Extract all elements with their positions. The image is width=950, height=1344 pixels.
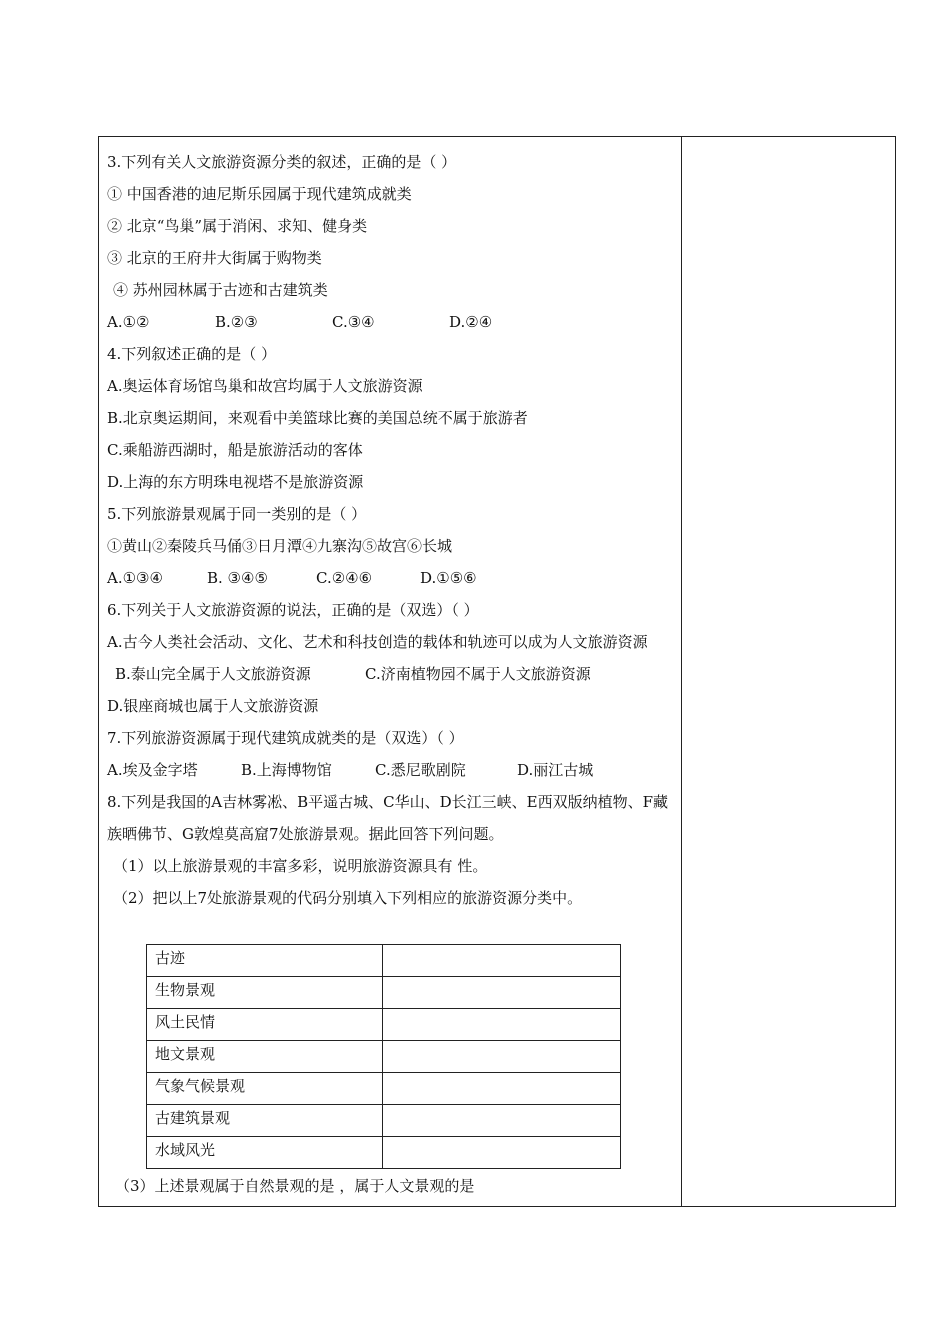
column-divider <box>681 136 682 1207</box>
q8-part-2: （2）把以上7处旅游景观的代码分别填入下列相应的旅游资源分类中。 <box>113 889 583 907</box>
q3-item-3: ③ 北京的王府井大街属于购物类 <box>107 249 322 267</box>
category-cell: 风土民情 <box>147 1009 383 1041</box>
answer-cell[interactable] <box>383 1041 621 1073</box>
q7-option-c: C.悉尼歌剧院 <box>375 761 466 779</box>
category-cell: 古迹 <box>147 945 383 977</box>
q3-option-c: C.③④ <box>332 313 375 331</box>
q5-option-c: C.②④⑥ <box>316 569 373 587</box>
category-cell: 古建筑景观 <box>147 1105 383 1137</box>
q3-stem: 3.下列有关人文旅游资源分类的叙述，正确的是（ ） <box>107 153 457 171</box>
table-row <box>147 945 621 977</box>
q7-option-d: D.丽江古城 <box>517 761 594 779</box>
classification-table <box>146 944 621 1169</box>
q6-stem: 6.下列关于人文旅游资源的说法，正确的是（双选）（ ） <box>107 601 479 619</box>
q4-item-a: A.奥运体育场馆鸟巢和故宫均属于人文旅游资源 <box>107 377 423 395</box>
q3-options <box>107 306 677 338</box>
category-cell: 气象气候景观 <box>147 1073 383 1105</box>
q7-option-a: A.埃及金字塔 <box>107 761 198 779</box>
q6-item-c: C.济南植物园不属于人文旅游资源 <box>365 665 591 683</box>
table-row <box>147 1137 621 1169</box>
answer-cell[interactable] <box>383 977 621 1009</box>
q4-item-d: D.上海的东方明珠电视塔不是旅游资源 <box>107 473 364 491</box>
q6-item-b: B.泰山完全属于人文旅游资源 <box>115 665 311 683</box>
table-row <box>147 1041 621 1073</box>
q4-item-b: B.北京奥运期间，来观看中美篮球比赛的美国总统不属于旅游者 <box>107 409 528 427</box>
q7-option-b: B.上海博物馆 <box>241 761 332 779</box>
q6-item-d: D.银座商城也属于人文旅游资源 <box>107 697 319 715</box>
q3-item-1: ① 中国香港的迪尼斯乐园属于现代建筑成就类 <box>107 185 412 203</box>
q3-item-2: ② 北京“鸟巢”属于消闲、求知、健身类 <box>107 217 368 235</box>
table-row <box>147 1073 621 1105</box>
q4-item-c: C.乘船游西湖时，船是旅游活动的客体 <box>107 441 363 459</box>
q5-option-d: D.①⑤⑥ <box>420 569 477 587</box>
question-content <box>107 146 677 914</box>
q6-items-bc <box>107 658 677 690</box>
q5-option-a: A.①③④ <box>107 569 163 587</box>
q8-part-1: （1）以上旅游景观的丰富多彩，说明旅游资源具有 性。 <box>113 857 488 875</box>
q3-item-4: ④ 苏州园林属于古迹和古建筑类 <box>113 281 328 299</box>
q3-option-d: D.②④ <box>449 313 493 331</box>
q6-item-a: A.古今人类社会活动、文化、艺术和科技创造的载体和轨迹可以成为人文旅游资源 <box>107 633 648 651</box>
q7-stem: 7.下列旅游资源属于现代建筑成就类的是（双选）（ ） <box>107 729 464 747</box>
q8-part-3: （3）上述景观属于自然景观的是 ，属于人文景观的是 <box>115 1177 475 1195</box>
table-row <box>147 1009 621 1041</box>
table-row <box>147 1105 621 1137</box>
answer-cell[interactable] <box>383 945 621 977</box>
answer-cell[interactable] <box>383 1137 621 1169</box>
q5-item: ①黄山②秦陵兵马俑③日月潭④九寨沟⑤故宫⑥长城 <box>107 537 453 555</box>
q5-option-b: B. ③④⑤ <box>207 569 268 587</box>
q5-options <box>107 562 677 594</box>
category-cell: 地文景观 <box>147 1041 383 1073</box>
q3-option-a: A.①② <box>107 313 150 331</box>
q3-option-b: B.②③ <box>215 313 258 331</box>
q4-stem: 4.下列叙述正确的是（ ） <box>107 345 277 363</box>
q5-stem: 5.下列旅游景观属于同一类别的是（ ） <box>107 505 367 523</box>
answer-cell[interactable] <box>383 1009 621 1041</box>
answer-cell[interactable] <box>383 1105 621 1137</box>
q7-options <box>107 754 677 786</box>
category-cell: 生物景观 <box>147 977 383 1009</box>
table-row <box>147 977 621 1009</box>
q8-stem: 8.下列是我国的A吉林雾凇、B平遥古城、C华山、D长江三峡、E西双版纳植物、F藏族晒佛节、G敦煌莫高窟7处旅游景观。据此回答下列问题。 <box>107 793 669 843</box>
category-cell: 水域风光 <box>147 1137 383 1169</box>
answer-cell[interactable] <box>383 1073 621 1105</box>
